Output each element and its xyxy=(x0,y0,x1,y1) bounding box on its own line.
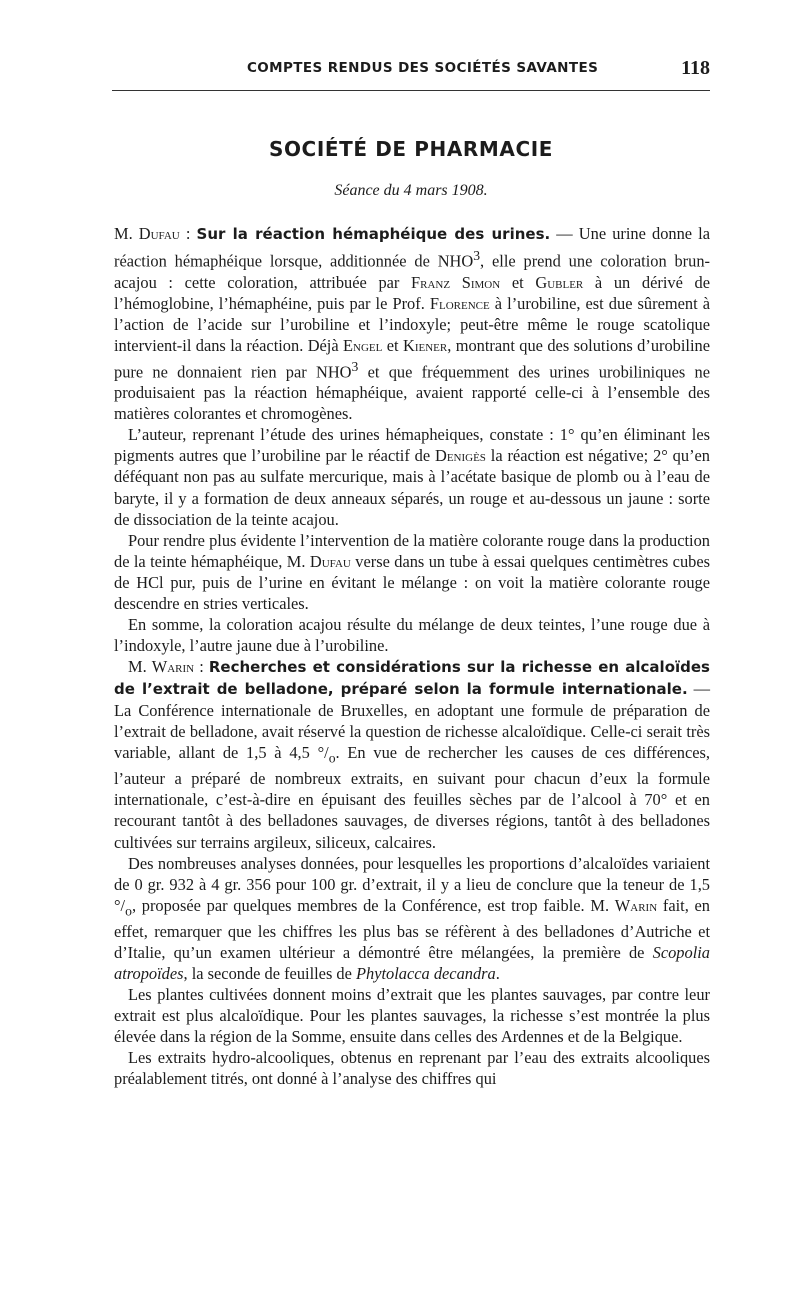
subscript: o xyxy=(328,750,336,766)
text-run: — Une urine donne la réaction hémaphéique lorsque, additionnée de NHO xyxy=(114,224,711,271)
page-header xyxy=(112,57,710,84)
page-number: 118 xyxy=(681,57,710,79)
superscript: 3 xyxy=(351,358,359,374)
text-run: et que fréquemment des urines urobiliniques ne produisaient pas la réaction hémaphéique, avaient rapporté celle-ci à l’ensemble des matières colorantes et chromogènes. xyxy=(114,362,710,424)
text-run: , la seconde de feuilles de xyxy=(183,964,357,984)
species-name: Scopolia atropoïdes xyxy=(114,943,710,984)
species-name: Phytolacca decandra xyxy=(356,964,496,984)
text-run: , elle prend une coloration brun-acajou : cette coloration, attribuée par xyxy=(114,251,710,292)
separator: : xyxy=(194,656,209,676)
text-run: et xyxy=(500,272,536,292)
header-rule xyxy=(112,90,710,91)
author-name: Franz Simon xyxy=(411,272,501,292)
author-name: Dufau xyxy=(138,224,180,243)
text-run: la réaction est négative; 2° qu’en déféquant non pas au sulfate mercurique, mais à l’acétate basique de plomb ou à l’eau de baryte, il y a formation de deux anneaux séparés, un rouge et au-dessous un jaune : sorte de dissociation de la teinte acajou. xyxy=(114,446,711,529)
text-run: Pour rendre plus évidente l’intervention de la matière colorante rouge dans la production de la teinte hémaphéique, M. xyxy=(114,530,710,571)
text-run: Des nombreuses analyses données, pour lesquelles les proportions d’alcaloïdes variaient de 0 gr. 932 à 4 gr. 356 pour 100 gr. d’extrait, il y a lieu de conclure que la teneur de 1,5 °/ xyxy=(114,853,710,915)
speaker-prefix: M. xyxy=(114,224,139,243)
text-run: à un dérivé de l’hémoglobine, l’hémaphéine, puis par le Prof. xyxy=(114,272,710,313)
text-run: . xyxy=(495,964,500,984)
text-run: , montrant que des solutions d’urobiline pure ne donnaient rien par NHO xyxy=(114,335,711,382)
subscript: o xyxy=(125,902,132,918)
text-run: et xyxy=(382,335,403,355)
text-run: verse dans un tube à essai quelques centimètres cubes de HCl pur, puis de l’urine en évitant le mélange : on voit la matière colorante rouge descendre en stries verticales. xyxy=(114,551,710,613)
paragraph-red-coloring xyxy=(114,530,710,614)
separator: : xyxy=(179,224,197,243)
superscript: 3 xyxy=(473,248,481,264)
paragraph-summary: En somme, la coloration acajou résulte du mélange de deux teintes, l’une rouge due à l’indoxyle, l’autre jaune due à l’urobiline. xyxy=(114,614,710,655)
text-run: . En vue de rechercher les causes de ces différences, l’auteur a préparé de nombreux extraits, en suivant pour chacun d’eux la formule internationale, c’est-à-dire en épuisant des feuilles sèches par de l’alcool à 70° et en recourant tantôt à des belladones sauvages, de diverses régions, tantôt à des belladones cultivées sur terrains argileux, siliceux, calcaires. xyxy=(114,743,710,852)
paragraph-analyses xyxy=(114,853,710,985)
speaker-prefix: M. xyxy=(128,656,152,676)
author-name: Warin xyxy=(151,656,195,676)
communication-title: Recherches et considérations sur la richesse en alcaloïdes de l’extrait de belladone, préparé selon la formule internationale. xyxy=(114,657,710,698)
author-name: Warin xyxy=(614,895,658,915)
author-name: Denigès xyxy=(434,446,486,466)
text-run: fait, en effet, remarquer que les chiffres les plus bas se réfèrent à des belladones d’Autriche et d’Italie, qu’un examen ultérieur a démontré être mélangées, la première de xyxy=(114,895,710,963)
session-date: Séance du 4 mars 1908. xyxy=(334,182,488,199)
paragraph-warin-communication xyxy=(114,656,710,853)
paragraph-cultivated-plants: Les plantes cultivées donnent moins d’extrait que les plantes sauvages, par contre leur extrait est plus alcaloïdique. Pour les plantes sauvages, la richesse s’est montrée la plus élevée dans la région de la Somme, ensuite dans celles des Ardennes et de la Belgique. xyxy=(114,985,710,1047)
paragraph-author-findings xyxy=(114,424,710,529)
author-name: Florence xyxy=(429,293,490,313)
paragraph-hydro-alcoholic: Les extraits hydro-alcooliques, obtenus en reprenant par l’eau des extraits alcooliques préalablement titrés, ont donné à l’analyse des chiffres qui xyxy=(114,1048,710,1089)
author-name: Gubler xyxy=(535,272,584,292)
text-run: à l’urobiline, est due sûrement à l’action de l’acide sur l’urobiline et l’indoxyle; peut-être même le rouge scatolique intervient-il dans la réaction. Déjà xyxy=(114,293,710,355)
author-name: Kiener xyxy=(403,335,448,355)
text-run: L’auteur, reprenant l’étude des urines hémapheiques, constate : 1° qu’en éliminant les pigments autres que l’urobiline par le réactif de xyxy=(114,425,710,466)
section-title: SOCIÉTÉ DE PHARMACIE xyxy=(268,137,554,161)
text-run: , proposée par quelques membres de la Conférence, est trop faible. M. xyxy=(131,895,615,915)
running-head: COMPTES RENDUS DES SOCIÉTÉS SAVANTES xyxy=(247,60,599,76)
communication-title: Sur la réaction hémaphéique des urines. xyxy=(196,225,551,243)
author-name: Dufau xyxy=(309,551,351,571)
text-run: — La Conférence internationale de Bruxelles, en adoptant une formule de préparation de l’extrait de belladone, avait réservé la question de richesse alcaloïdique. Celle-ci serait très variable, allant de 1,5 à 4,5 °/ xyxy=(114,678,710,763)
paragraph-dufau-communication xyxy=(114,223,710,424)
article-body xyxy=(114,223,710,1089)
author-name: Engel xyxy=(343,335,383,355)
